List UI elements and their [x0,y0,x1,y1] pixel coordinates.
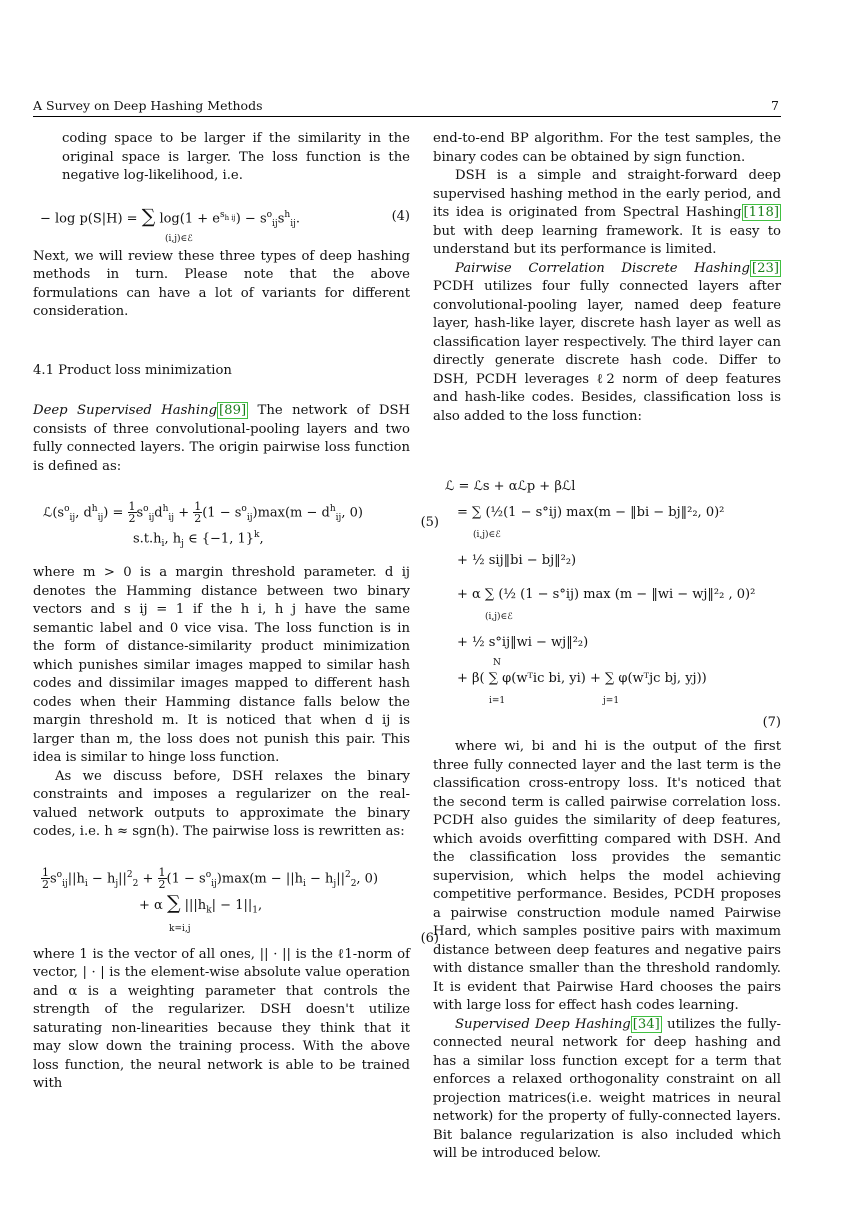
paragraph-sdh: Supervised Deep Hashing [34] utilizes the fully-connected neural network for deep hashing and has a similar loss function except for a term that enforces a relaxed orthogonality constraint on all projection matrices(i.e. weight matrices in neural network) for the property of fully-connected layers. Bit balance regularization is also included which will be introduced below. [433,1016,781,1161]
section-title: 4.1 Product loss minimization [33,362,232,378]
paragraph-dsh-summary: DSH is a simple and straight-forward deep supervised hashing method in the early period, and its idea is originated from Spectral Hashing [118] but with deep learning framework. It is easy to understand but its performance is limited. [433,168,781,257]
sum-subscript: j=1 [603,696,620,706]
equation-line: + ½ sij‖bi − bj‖²₂) [457,553,577,568]
paragraph: coding space to be larger if the similarity in the original space is larger. The loss function is the negative log-likelihood, i.e. [62,131,410,183]
citation-link[interactable]: [34] [632,1016,660,1032]
equation-body: − log p(S|H) = ∑ $\log(1 + e^{s_{h ij}}) - s^o_{ij}s^h_{ij}$. [40,204,300,229]
paragraph: where 1 is the vector of all ones, || · || is the ℓ1-norm of vector, | · | is the element-wise absolute value operation and α is a weighting parameter that controls the strength of the regularizer. DSH doesn't utilize saturating non-linearities because they think that it may slow down the training process. With the above loss function, the neural network is able to be trained with [33,946,410,1091]
running-title: A Survey on Deep Hashing Methods [33,98,263,113]
equation-line: + β( ∑ φ(wᵀic bi, yi) + ∑ φ(wᵀjc bj, yj)) [457,671,707,686]
equation-number: (6) [420,930,439,946]
equation-7 [433,426,781,738]
paragraph: Next, we will review these three types of deep hashing methods in turn. Please note that the above formulations can have a lot of variants for different consideration. [33,248,410,319]
paragraph: As we discuss before, DSH relaxes the binary constraints and imposes a regularizer on the real-valued network outputs to approximate the binary codes, i.e. h ≈ sgn(h). The pairwise loss is rewritten as: [33,768,410,839]
equation-number: (5) [420,515,439,530]
equation-5 [33,476,439,564]
equation-4 [40,186,410,248]
sum-subscript: i=1 [489,696,506,706]
paragraph: where wi, bi and hi is the output of the first three fully connected layer and the last term is the classification cross-entropy loss. It's noticed that the second term is called pairwise correlation loss. PCDH also guides the similarity of deep features, which avoids overfitting compared with DSH. And the classification loss provides the semantic supervision, which helps the model achieving competitive performance. Besides, PCDH proposes a pairwise construction module named Pairwise Hard, which samples positive pairs with maximum distance between deep features and negative pairs with distance smaller than the threshold randomly. It is evident that Pairwise Hard chooses the pairs with large loss for effect hash codes learning. [433,739,781,1013]
sum-subscript: (i,j)∈ℰ [473,530,501,540]
citation-link[interactable]: [89] [219,403,247,418]
equation-number: (4) [391,208,410,224]
method-name: Deep Supervised Hashing [33,403,218,418]
paragraph: end-to-end BP algorithm. For the test samples, the binary codes can be obtained by sign function. [433,131,781,165]
equation-line: $ℒ(s^o_{ij}$, $d^h_{ij}$) = $\frac{1}{2}$ $s^o_{ij}d^h_{ij}$ + $\frac{1}{2}$ $(1 - s^o_{ij})\max(m - d^h_{ij}$, 0) [43,500,363,526]
equation-line: + α ∑ (½ (1 − s°ij) max (m − ‖wi − wj‖²₂ , 0)² [457,587,756,602]
page-number: 7 [771,98,779,113]
left-column [33,130,439,1094]
paragraph-dsh: Deep Supervised Hashing [89] The network of DSH consists of three convolutional-pooling layers and two fully connected layers. The origin pairwise loss function is defined as: [33,403,410,474]
equation-line: = ∑ (½(1 − s°ij) max(m − ‖bi − bj‖²₂, 0)² [457,505,725,520]
equation-line: $s.t.h_i$, $h_j$ ∈ {−1, 1}$^k$, [133,530,264,549]
paragraph: where m > 0 is a margin threshold parameter. d ij denotes the Hamming distance between two binary vectors and s ij = 1 if the h i, h j have the same semantic label and 0 vice visa. The loss function is in the form of distance-similarity product minimization which punishes similar images mapped to similar hash codes and dissimilar images mapped to different hash codes when their Hamming distance falls below the margin threshold m. It is noticed that when d ij is larger than m, the loss does not punish this pair. This idea is similar to hinge loss function. [33,565,410,765]
sum-superscript: N [493,658,501,668]
paragraph-pcdh: Pairwise Correlation Discrete Hashing [23] PCDH utilizes four fully connected layers after convolutional-pooling layer, named deep feature layer, hash-like layer, discrete hash layer as well as classification layer respectively. The third layer can directly generate discrete hash code. Differ to DSH, PCDH leverages ℓ2 norm of deep features and hash-like codes. Besides, classification loss is also added to the loss function: [433,260,781,424]
citation-link[interactable]: [118] [743,205,779,220]
citation-link[interactable]: [23] [751,260,779,276]
sum-subscript: (i,j)∈ℰ [165,233,193,244]
sum-subscript: (i,j)∈ℰ [485,612,513,622]
method-name: Pairwise Correlation Discrete Hashing [455,260,750,276]
equation-line: $\frac{1}{2}$ $s^o_{ij}||h_i - h_j||^2_2$ + $\frac{1}{2}$ $(1 - s^o_{ij})\max(m - ||h_i - h_j||^2_2$, 0) [42,865,379,891]
equation-line: ℒ = ℒs + αℒp + βℒl [445,479,576,494]
equation-6 [33,842,439,946]
header-rule [33,116,781,117]
running-header [33,96,781,118]
sum-subscript: k=i,j [169,923,191,934]
method-name: Supervised Deep Hashing [455,1016,631,1032]
equation-line: + α ∑ $|||h_k| - 1||_1$, [139,891,263,916]
equation-line: + ½ s°ij‖wi − wj‖²₂) [457,635,589,650]
equation-number: (7) [762,715,781,730]
right-column [433,130,781,1164]
